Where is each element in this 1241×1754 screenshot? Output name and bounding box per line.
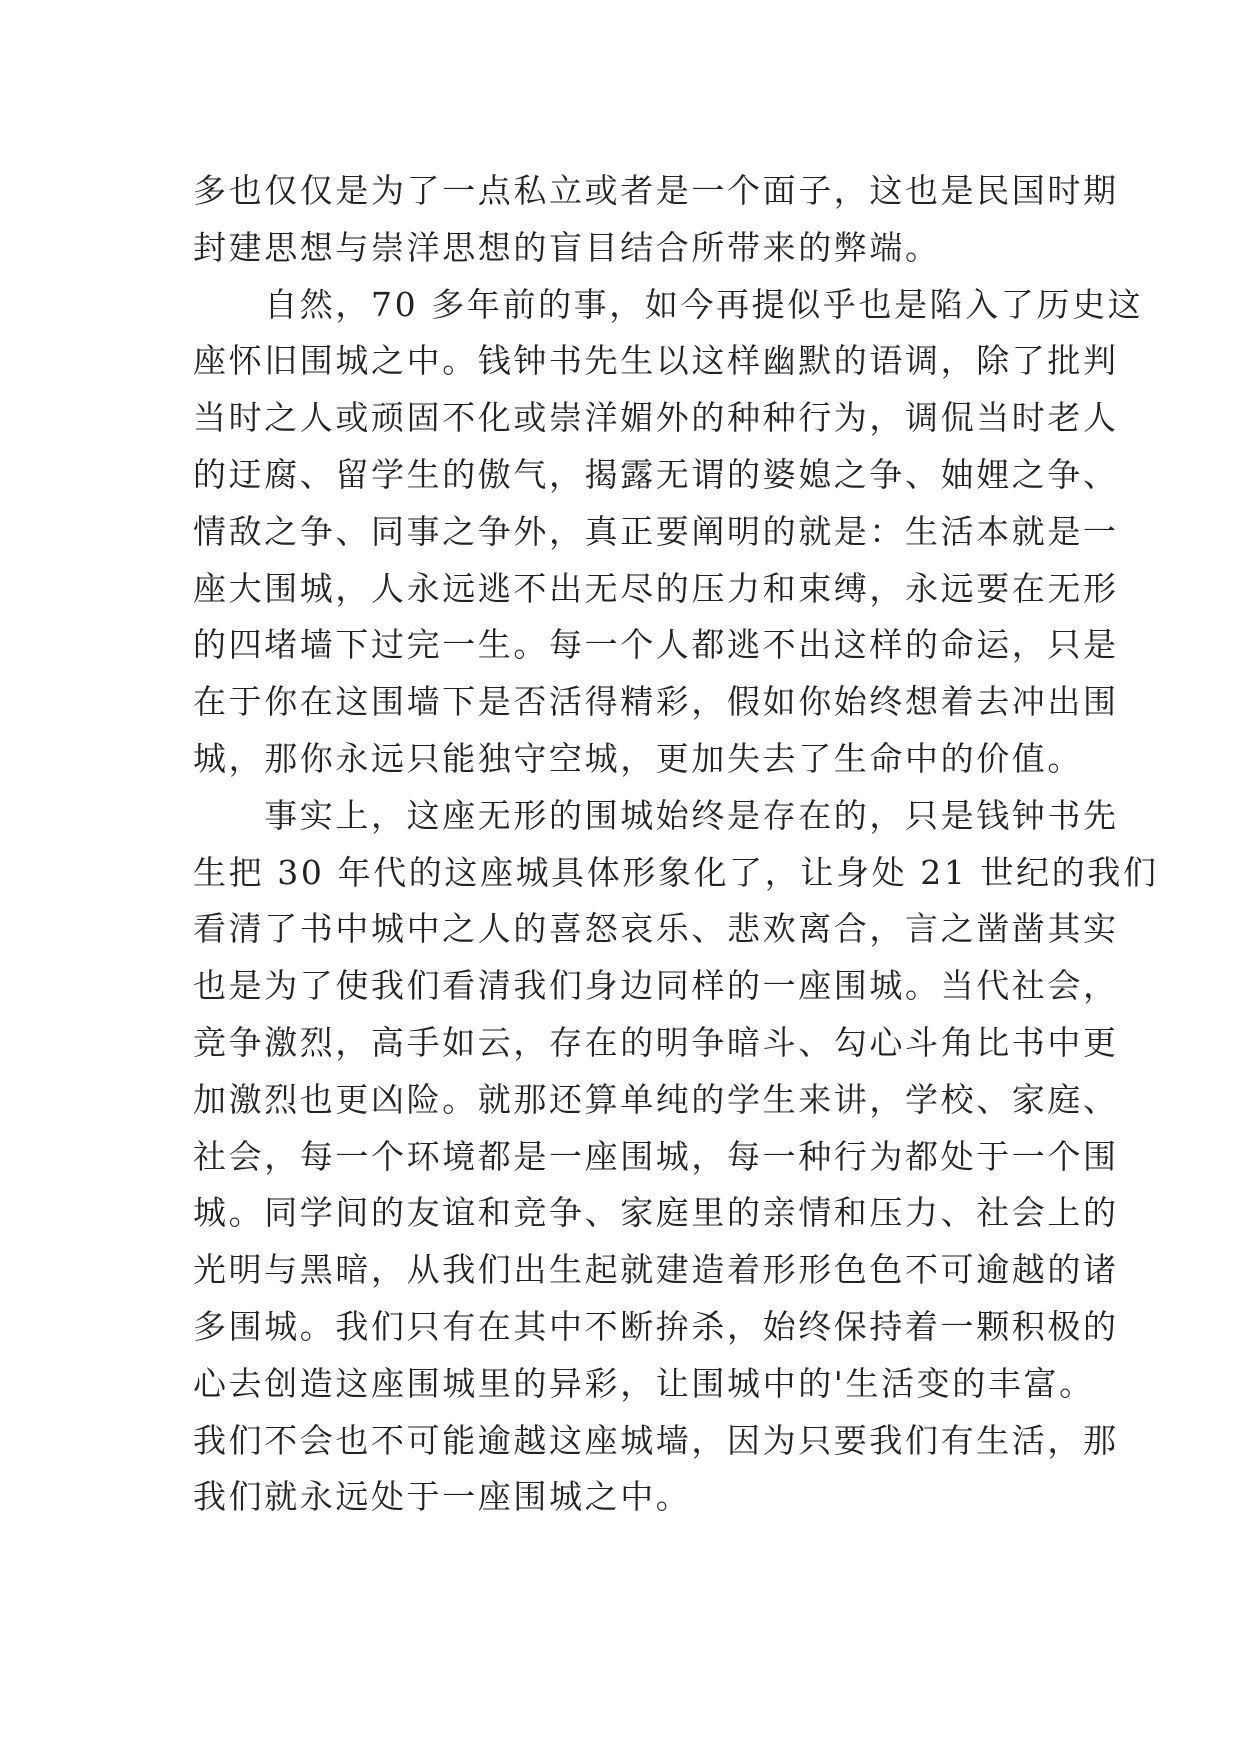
text-line: 多围城。我们只有在其中不断拚杀，始终保持着一颗积极的 [193, 1306, 1119, 1346]
text-line: 也是为了使我们看清我们身边同样的一座围城。当代社会， [193, 966, 1119, 1006]
text-line: 城，那你永远只能独守空城，更加失去了生命中的价值。 [193, 738, 1083, 778]
text-line: 城。同学间的友谊和竞争、家庭里的亲情和压力、社会上的 [193, 1193, 1119, 1233]
text-line: 当时之人或顽固不化或崇洋媚外的种种行为，调侃当时老人 [193, 398, 1119, 438]
text-line: 我们就永远处于一座围城之中。 [193, 1477, 692, 1517]
text-line: 心去创造这座围城里的异彩，让围城中的'生活变的丰富。 [193, 1363, 1095, 1403]
text-line: 座怀旧围城之中。钱钟书先生以这样幽默的语调，除了批判 [193, 341, 1119, 381]
text-line: 的四堵墙下过完一生。每一个人都逃不出这样的命运，只是 [193, 625, 1119, 665]
text-line: 多也仅仅是为了一点私立或者是一个面子，这也是民国时期 [193, 171, 1119, 210]
text-line: 事实上，这座无形的围城始终是存在的，只是钱钟书先 [193, 795, 1119, 835]
text-line: 在于你在这围墙下是否活得精彩，假如你始终想着去冲出围 [193, 682, 1119, 722]
text-line: 社会，每一个环境都是一座围城，每一种行为都处于一个围 [193, 1136, 1119, 1176]
text-line: 我们不会也不可能逾越这座城墙，因为只要我们有生活，那 [193, 1420, 1119, 1460]
text-line: 情敌之争、同事之争外，真正要阐明的就是：生活本就是一 [193, 511, 1119, 551]
text-line: 座大围城，人永远逃不出无尽的压力和束缚，永远要在无形 [193, 568, 1119, 608]
text-line: 封建思想与崇洋思想的盲目结合所带来的弊端。 [193, 227, 941, 267]
text-line: 光明与黑暗，从我们出生起就建造着形形色色不可逾越的诸 [193, 1250, 1119, 1290]
text-line: 加激烈也更凶险。就那还算单纯的学生来讲，学校、家庭、 [193, 1079, 1119, 1119]
body-text [193, 163, 1159, 1526]
text-line: 的迂腐、留学生的傲气，揭露无谓的婆媳之争、妯娌之争、 [193, 454, 1119, 494]
text-line: 竞争激烈，高手如云，存在的明争暗斗、勾心斗角比书中更 [193, 1022, 1119, 1062]
text-line: 自然，70 多年前的事，如今再提似乎也是陷入了历史这 [193, 284, 1144, 324]
text-line: 生把 30 年代的这座城具体形象化了，让身处 21 世纪的我们 [193, 852, 1159, 892]
text-line: 看清了书中城中之人的喜怒哀乐、悲欢离合，言之凿凿其实 [193, 909, 1119, 949]
